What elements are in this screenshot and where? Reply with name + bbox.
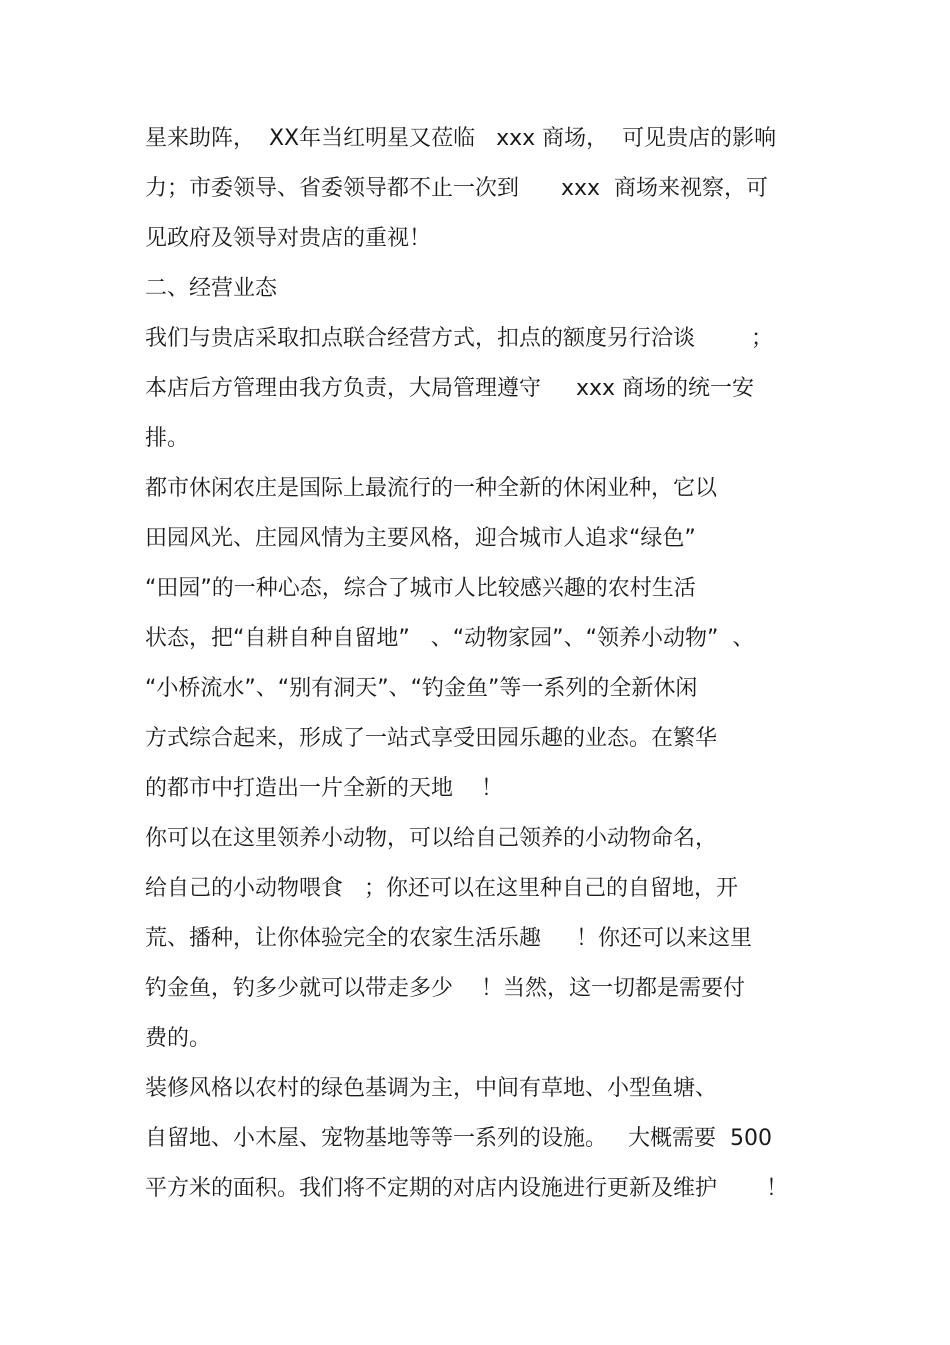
- text-line: 见政府及领导对贵店的重视！: [145, 226, 432, 251]
- text-line: 钓金鱼，钓多少就可以带走多少 ！当然，这一切都是需要付: [145, 976, 745, 1001]
- text-line: 星来助阵， XX年当红明星又莅临 xxx 商场， 可见贵店的影响: [145, 126, 777, 151]
- text-line: 的都市中打造出一片全新的天地 ！: [145, 776, 503, 801]
- text-line: “田园”的一种心态，综合了城市人比较感兴趣的农村生活: [145, 576, 696, 601]
- text-line: 装修风格以农村的绿色基调为主，中间有草地、小型鱼塘、: [145, 1076, 718, 1101]
- text-line: 你可以在这里领养小动物，可以给自己领养的小动物命名，: [145, 826, 718, 851]
- text-line: 都市休闲农庄是国际上最流行的一种全新的休闲业种，它以: [145, 476, 718, 501]
- text-line: 排。: [145, 426, 190, 451]
- text-line: 自留地、小木屋、宠物基地等等一系列的设施。 大概需要 500: [145, 1126, 772, 1151]
- text-line: 本店后方管理由我方负责，大局管理遵守 xxx 商场的统一安: [145, 376, 755, 401]
- text-line: 我们与贵店采取扣点联合经营方式，扣点的额度另行洽谈 ；: [145, 326, 773, 351]
- text-line: 荒、播种，让你体验完全的农家生活乐趣 ！你还可以来这里: [145, 926, 752, 951]
- text-line: 费的。: [145, 1026, 212, 1051]
- text-line: “小桥流水”、“别有洞天”、“钓金鱼”等一系列的全新休闲: [145, 676, 698, 701]
- text-line: 给自己的小动物喂食 ；你还可以在这里种自己的自留地，开: [145, 876, 738, 901]
- text-line: 状态，把“自耕自种自留地” 、“动物家园”、“领养小动物” 、: [145, 626, 755, 651]
- text-line: 平方米的面积。我们将不定期的对店内设施进行更新及维护 ！: [145, 1176, 788, 1201]
- text-line: 力；市委领导、省委领导都不止一次到 xxx 商场来视察，可: [145, 176, 769, 201]
- text-line: 田园风光、庄园风情为主要风格，迎合城市人追求“绿色”: [145, 526, 696, 551]
- text-line: 方式综合起来，形成了一站式享受田园乐趣的业态。在繁华: [145, 726, 718, 751]
- section-heading: 二、经营业态: [145, 276, 278, 301]
